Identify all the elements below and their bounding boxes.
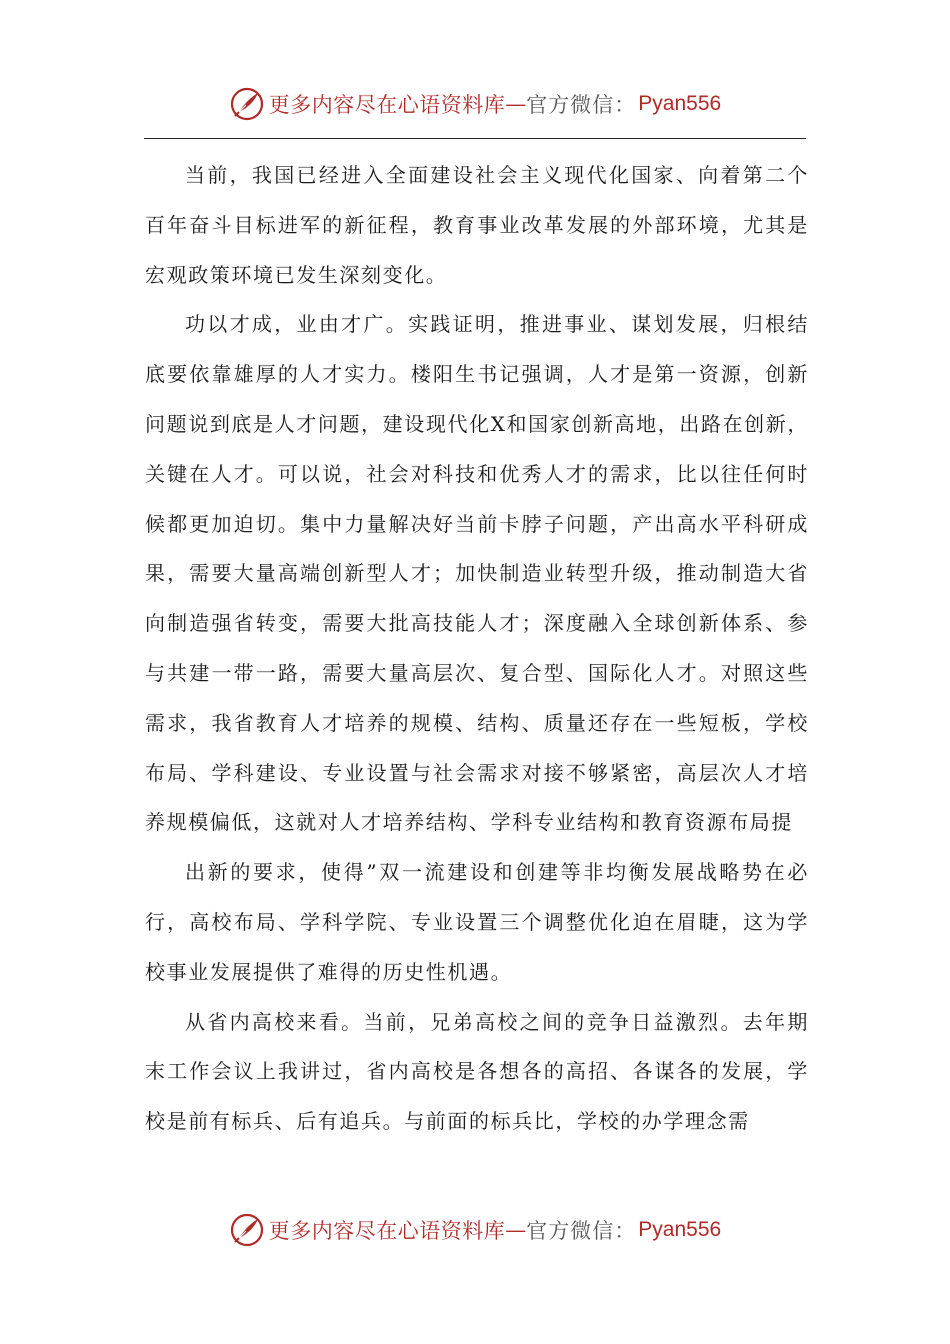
footer-brand-text: 更多内容尽在心语资料库 bbox=[268, 1219, 506, 1243]
header-banner bbox=[0, 84, 950, 124]
paragraph-1: 当前，我国已经进入全面建设社会主义现代化国家、向着第二个百年奋斗目标进军的新征程，教育事业改革发展的外部环境，尤其是宏观政策环境已发生深刻变化。 bbox=[145, 163, 809, 287]
feather-pen-icon bbox=[229, 86, 265, 122]
paragraph-2: 功以才成，业由才广。实践证明，推进事业、谋划发展，归根结底要依靠雄厚的人才实力。楼阳生书记强调，人才是第一资源，创新问题说到底是人才问题，建设现代化X和国家创新高地，出路在创新，关键在人才。可以说，社会对科技和优秀人才的需求，比以往任何时候都更加迫切。集中力量解决好当前卡脖子问题，产出高水平科研成果，需要大量高端创新型人才；加快制造业转型升级，推动制造大省向制造强省转变，需要大批高技能人才；深度融入全球创新体系、参与共建一带一路，需要大量高层次、复合型、国际化人才。对照这些需求，我省教育人才培养的规模、结构、质量还存在一些短板，学校布局、学科建设、专业设置与社会需求对接不够紧密，高层次人才培养规模偏低，这就对人才培养结构、学科专业结构和教育资源布局提 bbox=[145, 312, 809, 835]
banner-wechat-id: Pyan556 bbox=[638, 92, 722, 115]
banner-separator: — bbox=[505, 92, 527, 116]
footer-separator: — bbox=[505, 1218, 527, 1242]
footer-banner bbox=[0, 1210, 950, 1250]
footer-official-label: 官方微信： bbox=[526, 1219, 637, 1243]
paragraph-3: 出新的要求，使得”双一流建设和创建等非均衡发展战略势在必行，高校布局、学科学院、专业设置三个调整优化迫在眉睫，这为学校事业发展提供了难得的历史性机遇。 bbox=[145, 860, 809, 984]
footer-wechat-id: Pyan556 bbox=[638, 1218, 722, 1241]
banner-official-label: 官方微信： bbox=[526, 93, 637, 117]
header-divider bbox=[144, 138, 806, 139]
banner-brand-text: 更多内容尽在心语资料库 bbox=[268, 93, 506, 117]
feather-pen-icon bbox=[229, 1212, 265, 1248]
document-body bbox=[145, 151, 809, 1147]
paragraph-4: 从省内高校来看。当前，兄弟高校之间的竞争日益激烈。去年期末工作会议上我讲过，省内高校是各想各的高招、各谋各的发展，学校是前有标兵、后有追兵。与前面的标兵比，学校的办学理念需 bbox=[145, 1009, 809, 1134]
